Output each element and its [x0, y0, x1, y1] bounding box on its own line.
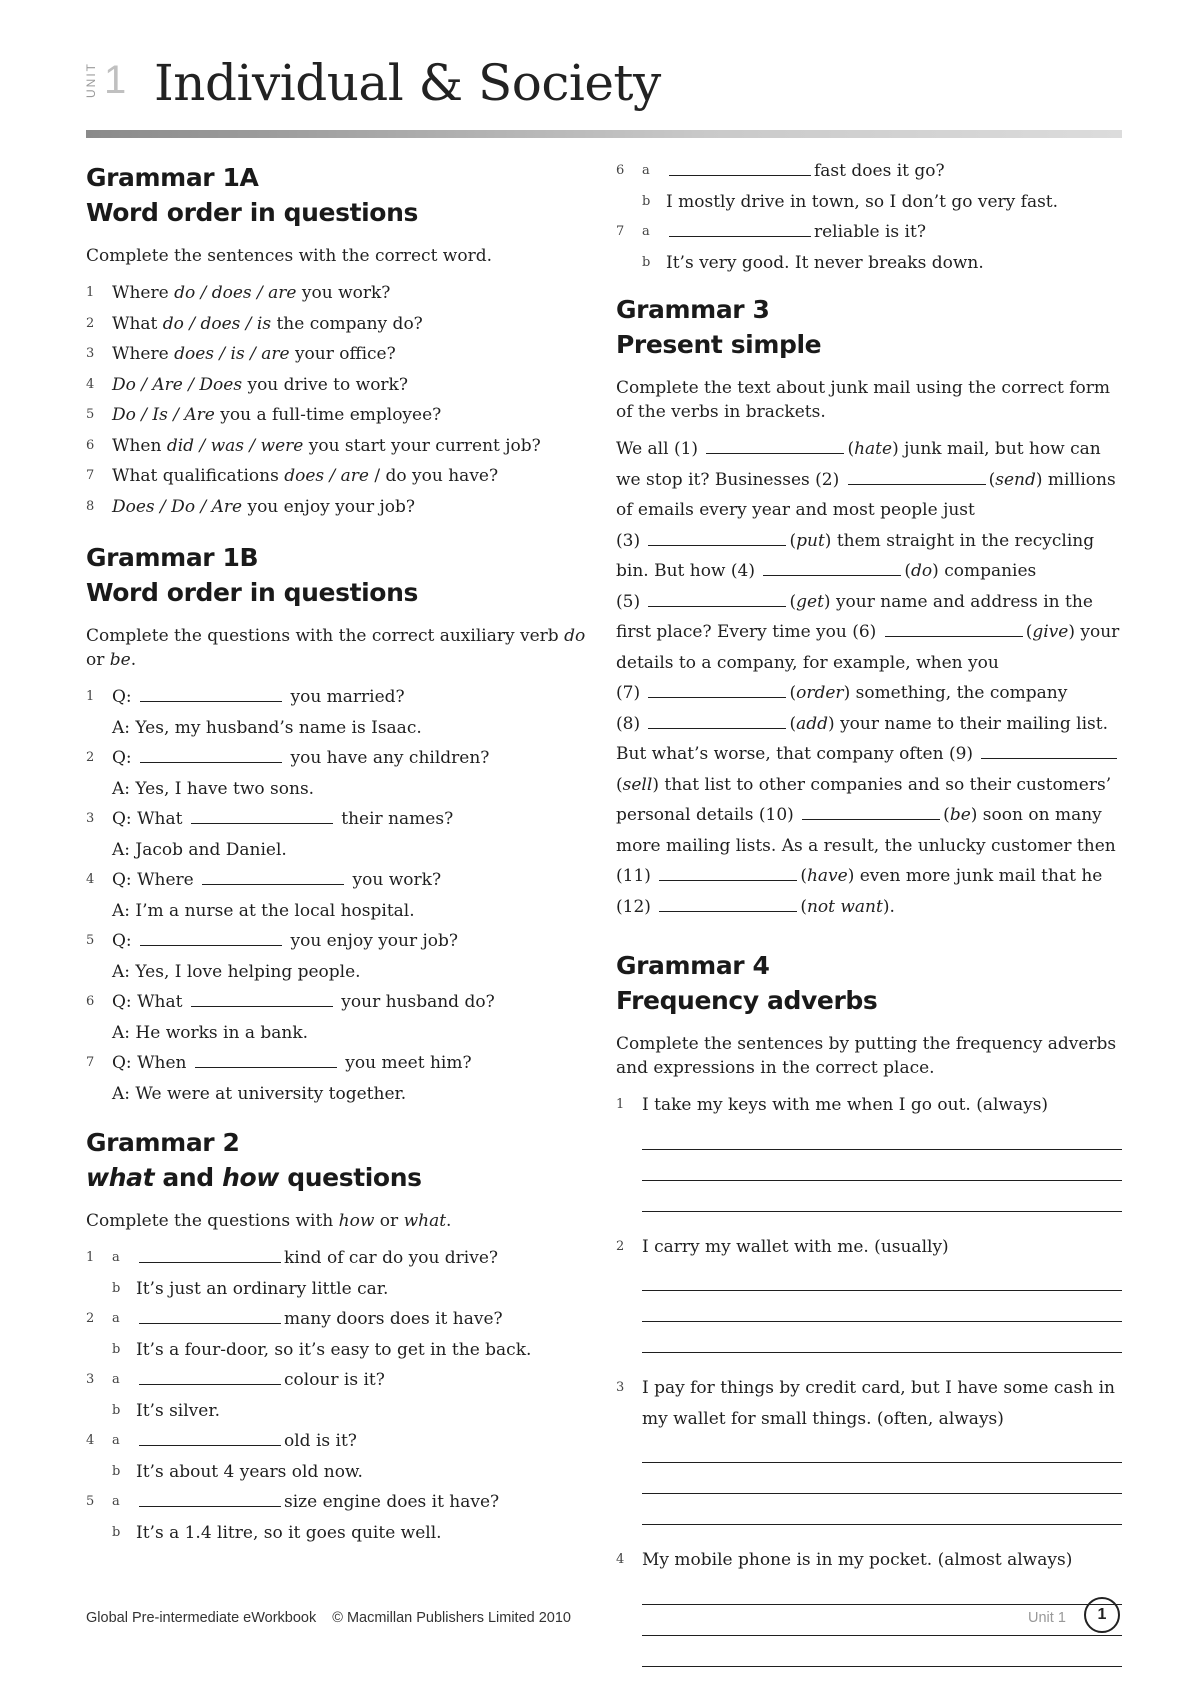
text-line: first place? Every time you (6) (give) your [616, 617, 1122, 648]
text-line [616, 648, 1122, 679]
unit-number: 1 [104, 58, 127, 102]
answer-text: It’s a 1.4 litre, so it goes quite well. [136, 1522, 442, 1543]
writing-line[interactable] [642, 1150, 1122, 1181]
item-number: 2 [86, 750, 95, 765]
answer-blank[interactable] [981, 741, 1117, 759]
question-item [86, 865, 586, 896]
answer-line [616, 248, 1122, 279]
answer-text: A: He works in a bank. [112, 1022, 309, 1043]
question-text: you drive to work? [242, 374, 408, 395]
answer-line [86, 1518, 586, 1549]
sentence-item [616, 1090, 1122, 1121]
answer-blank[interactable] [139, 1367, 281, 1385]
answer-text: It’s about 4 years old now. [136, 1461, 363, 1482]
item-number: 1 [86, 1250, 95, 1265]
question-text: you have any children? [285, 748, 490, 768]
paragraph-text: we stop it? Businesses (2) [616, 469, 845, 490]
text-line: we stop it? Businesses (2) (send) millions [616, 465, 1122, 496]
answer-line [86, 896, 586, 927]
item-number: 3 [86, 1372, 95, 1387]
answer-line [86, 1335, 586, 1366]
question-text: Q: [112, 931, 138, 951]
answer-blank[interactable] [140, 928, 282, 946]
footer-unit: Unit 1 [1028, 1610, 1066, 1626]
answer-text: It’s silver. [136, 1400, 221, 1421]
item-letter: b [112, 1524, 121, 1540]
question-item [616, 156, 1122, 187]
verb-hint: be [949, 805, 971, 825]
paragraph-text: But what’s worse, that company often (9) [616, 744, 979, 764]
question-text: fast does it go? [814, 161, 945, 181]
paragraph-text: your name to their mailing list. [834, 713, 1108, 734]
verb-hint: send [995, 469, 1036, 490]
writing-line[interactable] [642, 1494, 1122, 1525]
answer-blank[interactable] [195, 1050, 337, 1068]
writing-line[interactable] [642, 1260, 1122, 1291]
verb-hint: do [911, 561, 933, 581]
question-item [86, 743, 586, 774]
answer-line [86, 1274, 586, 1305]
answer-blank[interactable] [140, 745, 282, 763]
sentence-text: I take my keys with me when I go out. (always) [642, 1095, 1049, 1115]
verb-hint: have [806, 866, 848, 886]
sentence-text: I carry my wallet with me. (usually) [642, 1236, 949, 1257]
text-line: We all (1) (hate) junk mail, but how can [616, 434, 1122, 465]
answer-blank[interactable] [139, 1489, 281, 1507]
word-options[interactable]: does / is / are [174, 344, 290, 364]
answer-line [86, 713, 586, 744]
answer-blank[interactable] [202, 867, 344, 885]
sentence-text: My mobile phone is in my pocket. (almost always) [642, 1550, 1073, 1570]
answer-line [86, 1396, 586, 1427]
answer-line [86, 835, 586, 866]
text-line: (11) (have) even more junk mail that he [616, 861, 1122, 892]
item-number: 4 [616, 1552, 625, 1567]
item-number: 3 [86, 346, 95, 361]
page-title: Individual & Society [154, 54, 661, 112]
question-text: colour is it? [284, 1370, 385, 1390]
answer-line [86, 957, 586, 988]
paragraph-text: (12) [616, 896, 657, 917]
footer [86, 1610, 571, 1626]
question-text: your office? [289, 344, 396, 364]
item-number: 2 [86, 1311, 95, 1326]
answer-blank[interactable] [706, 436, 844, 454]
question-text: you start your current job? [303, 435, 541, 456]
item-number: 8 [86, 498, 95, 514]
answer-text: It’s very good. It never breaks down. [666, 252, 984, 273]
section-title-grammar-1a: Grammar 1A Word order in questions [86, 163, 418, 227]
paragraph-text: ). [882, 896, 895, 917]
answer-blank[interactable] [802, 802, 940, 820]
question-item [86, 309, 586, 340]
sentence-text: I pay for things by credit card, but I have some cash in my wallet for small things. (often, always) [642, 1378, 1116, 1429]
sentence-item [616, 1545, 1122, 1576]
answer-blank[interactable] [659, 894, 797, 912]
instruction: Complete the text about junk mail using the correct form of the verbs in brackets. [616, 378, 1111, 422]
paragraph-text: bin. But how (4) [616, 561, 761, 581]
answer-line [86, 1457, 586, 1488]
text-line: (7) (order) something, the company [616, 678, 1122, 709]
verb-hint: sell [622, 774, 653, 795]
answer-text: I mostly drive in town, so I don’t go very fast. [666, 191, 1059, 212]
item-number: 4 [86, 872, 95, 887]
item-letter: b [112, 1280, 121, 1296]
item-letter: b [112, 1463, 121, 1479]
question-item [86, 1304, 586, 1335]
item-number: 6 [86, 994, 95, 1009]
answer-blank[interactable] [139, 1306, 281, 1324]
text-line: (3) (put) them straight in the recycling [616, 526, 1122, 557]
paragraph-text: even more junk mail that he [854, 866, 1103, 886]
writing-line[interactable] [642, 1432, 1122, 1463]
paragraph-text: (7) [616, 683, 646, 703]
answer-blank[interactable] [191, 989, 333, 1007]
footer-book: Global Pre-intermediate eWorkbook [86, 1610, 317, 1626]
item-letter: a [642, 163, 650, 178]
item-number: 4 [86, 1433, 95, 1448]
unit-label: UNIT [84, 62, 98, 98]
question-item [86, 926, 586, 957]
paragraph-text: details to a company, for example, when you [616, 652, 999, 673]
text-line: bin. But how (4) (do) companies [616, 556, 1122, 587]
item-number: 5 [86, 1494, 95, 1509]
paragraph-text: soon on many [977, 805, 1102, 825]
item-number: 4 [86, 376, 95, 392]
answer-text: A: Yes, I love helping people. [112, 961, 361, 982]
item-number: 5 [86, 407, 95, 422]
answer-blank[interactable] [669, 219, 811, 237]
answer-blank[interactable] [139, 1245, 281, 1263]
verb-hint: give [1032, 622, 1069, 642]
question-text: Q: What [112, 809, 188, 829]
header-rule [86, 130, 1122, 138]
question-text: size engine does it have? [284, 1492, 500, 1512]
writing-line[interactable] [642, 1181, 1122, 1212]
item-number: 3 [86, 811, 95, 826]
paragraph-text: of emails every year and most people just [616, 500, 975, 520]
question-item [86, 492, 586, 523]
question-text: Where [112, 283, 175, 303]
question-item [86, 431, 586, 462]
answer-line [86, 1079, 586, 1110]
paragraph-text: personal details (10) [616, 805, 800, 825]
question-item [86, 339, 586, 370]
answer-line [86, 774, 586, 805]
grammar-1a-list [86, 278, 586, 522]
grammar-4-list [616, 1090, 1122, 1667]
question-item [86, 370, 586, 401]
paragraph-text: them straight in the recycling [831, 530, 1095, 551]
text-line: (8) (add) your name to their mailing list. [616, 709, 1122, 740]
question-item [616, 217, 1122, 248]
item-letter: a [112, 1494, 120, 1509]
verb-hint: add [796, 713, 829, 734]
answer-line [616, 187, 1122, 218]
text-line: personal details (10) (be) soon on many [616, 800, 1122, 831]
paragraph-text: companies [938, 561, 1037, 581]
answer-blank[interactable] [885, 619, 1023, 637]
left-column [86, 160, 586, 1548]
answer-text: A: Jacob and Daniel. [112, 839, 287, 860]
word-options[interactable]: Do / Is / Are [112, 405, 215, 425]
question-item [86, 1243, 586, 1274]
grammar-2-list [86, 1243, 586, 1548]
word-options[interactable]: do / does / is [162, 313, 272, 334]
question-item [86, 278, 586, 309]
answer-blank[interactable] [648, 711, 786, 729]
question-text: kind of car do you drive? [284, 1248, 499, 1268]
question-text: When [112, 435, 167, 456]
paragraph-text: more mailing lists. As a result, the unlucky customer then [616, 835, 1116, 856]
word-options[interactable]: did / was / were [166, 435, 304, 456]
question-text: their names? [335, 809, 454, 829]
page-number: 1 [1084, 1597, 1120, 1633]
question-text: you meet him? [339, 1053, 472, 1073]
text-line [616, 831, 1122, 862]
item-letter: a [112, 1372, 120, 1387]
word-options[interactable]: do / does / are [174, 283, 297, 303]
question-text: you work? [296, 283, 391, 303]
writing-line[interactable] [642, 1322, 1122, 1353]
writing-line[interactable] [642, 1119, 1122, 1150]
writing-line[interactable] [642, 1291, 1122, 1322]
item-number: 7 [616, 224, 625, 239]
question-text: Q: When [112, 1053, 192, 1073]
text-line: (5) (get) your name and address in the [616, 587, 1122, 618]
section-title-grammar-4: Grammar 4 Frequency adverbs [616, 951, 878, 1015]
grammar-1b-list [86, 682, 586, 1109]
word-options[interactable]: does / are [284, 466, 369, 486]
grammar-2-list-continued [616, 156, 1122, 278]
question-text: Where [112, 344, 175, 364]
writing-lines [616, 1260, 1122, 1353]
sentence-item [616, 1232, 1122, 1263]
answer-blank[interactable] [140, 684, 282, 702]
item-number: 3 [616, 1380, 625, 1395]
question-text: What [112, 313, 163, 334]
question-item [86, 804, 586, 835]
paragraph-text: first place? Every time you (6) [616, 622, 882, 642]
section-title-grammar-1b: Grammar 1B Word order in questions [86, 543, 418, 607]
verb-hint: hate [854, 439, 893, 459]
instruction: Complete the questions with the correct auxiliary verb do or be. [86, 626, 586, 670]
question-item [86, 1365, 586, 1396]
paragraph-text: (3) [616, 530, 646, 551]
question-text: you work? [347, 870, 442, 890]
question-text: Q: [112, 687, 138, 707]
item-number: 1 [86, 285, 95, 300]
right-column [616, 160, 1122, 1687]
paragraph-text: millions [1042, 469, 1116, 490]
question-item [86, 987, 586, 1018]
question-item [86, 682, 586, 713]
section-title-grammar-3: Grammar 3 Present simple [616, 295, 822, 359]
verb-hint: not want [806, 896, 883, 917]
item-letter: b [642, 254, 651, 270]
writing-lines [616, 1119, 1122, 1212]
answer-blank[interactable] [139, 1428, 281, 1446]
answer-text: A: I’m a nurse at the local hospital. [112, 900, 415, 921]
sentence-item [616, 1373, 1122, 1434]
paragraph-text: your [1074, 622, 1120, 642]
instruction: Complete the sentences by putting the frequency adverbs and expressions in the correct place. [616, 1034, 1117, 1078]
answer-line [86, 1018, 586, 1049]
item-letter: a [112, 1250, 120, 1265]
question-text: the company do? [271, 313, 423, 334]
word-options[interactable]: Do / Are / Does [112, 374, 243, 395]
paragraph-text: We all (1) [616, 439, 704, 459]
text-line [616, 739, 1122, 770]
question-text: Q: [112, 748, 138, 768]
instruction: Complete the questions with how or what. [86, 1211, 452, 1231]
answer-blank[interactable] [659, 863, 797, 881]
writing-line[interactable] [642, 1463, 1122, 1494]
item-number: 7 [86, 1055, 95, 1070]
word-options[interactable]: Does / Do / Are [112, 496, 243, 517]
answer-text: A: We were at university together. [112, 1083, 407, 1104]
answer-text: A: Yes, my husband’s name is Isaac. [112, 717, 422, 738]
item-letter: b [112, 1402, 121, 1418]
question-item [86, 1426, 586, 1457]
item-number: 2 [86, 315, 95, 331]
question-text: you enjoy your job? [242, 496, 416, 517]
writing-line[interactable] [642, 1636, 1122, 1667]
question-text: What qualifications [112, 466, 285, 486]
item-number: 7 [86, 468, 95, 483]
text-line: (12) (not want). [616, 892, 1122, 923]
answer-blank[interactable] [669, 158, 811, 176]
footer-copyright: © Macmillan Publishers Limited 2010 [332, 1610, 571, 1626]
verb-hint: put [796, 530, 825, 551]
question-text: Q: Where [112, 870, 200, 890]
text-line: (sell) that list to other companies and so their customers’ [616, 774, 1112, 795]
item-number: 1 [616, 1097, 625, 1112]
item-number: 5 [86, 933, 95, 948]
verb-hint: order [796, 683, 844, 703]
paragraph-text: (5) [616, 591, 646, 612]
answer-blank[interactable] [848, 467, 986, 485]
item-number: 1 [86, 689, 95, 704]
answer-text: It’s a four-door, so it’s easy to get in the back. [136, 1339, 532, 1360]
answer-blank[interactable] [191, 806, 333, 824]
answer-blank[interactable] [763, 558, 901, 576]
item-number: 2 [616, 1238, 625, 1254]
item-letter: b [642, 193, 651, 209]
writing-lines [616, 1432, 1122, 1525]
text-line [616, 495, 1122, 526]
item-letter: a [112, 1433, 120, 1448]
item-number: 6 [616, 163, 625, 178]
item-letter: a [112, 1311, 120, 1326]
question-item [86, 461, 586, 492]
paragraph-text: something, the company [850, 683, 1068, 703]
question-item [86, 1048, 586, 1079]
question-text: old is it? [284, 1431, 357, 1451]
junk-mail-text [616, 434, 1122, 922]
question-text: Q: What [112, 992, 188, 1012]
item-number: 6 [86, 437, 95, 453]
question-item [86, 1487, 586, 1518]
paragraph-text: junk mail, but how can [898, 439, 1101, 459]
paragraph-text: (8) [616, 713, 646, 734]
writing-line[interactable] [642, 1574, 1122, 1605]
question-text: you enjoy your job? [285, 931, 459, 951]
question-text: many doors does it have? [284, 1309, 503, 1329]
section-title-grammar-2: Grammar 2 what and how questions [86, 1128, 422, 1192]
paragraph-text: (11) [616, 866, 657, 886]
question-item [86, 400, 586, 431]
answer-text: It’s just an ordinary little car. [136, 1278, 389, 1299]
question-text: you married? [285, 687, 405, 707]
answer-blank[interactable] [648, 680, 786, 698]
answer-text: A: Yes, I have two sons. [112, 778, 315, 799]
question-text: your husband do? [335, 992, 495, 1012]
answer-blank[interactable] [648, 528, 786, 546]
answer-blank[interactable] [648, 589, 786, 607]
question-text: reliable is it? [814, 222, 926, 242]
item-letter: a [642, 224, 650, 239]
verb-hint: get [796, 591, 824, 612]
item-letter: b [112, 1341, 121, 1357]
question-text: / do you have? [368, 466, 499, 486]
instruction: Complete the sentences with the correct word. [86, 246, 493, 266]
paragraph-text: that list to other companies and so their customers’ [658, 774, 1112, 795]
question-text: you a full-time employee? [214, 405, 442, 425]
paragraph-text: your name and address in the [830, 591, 1093, 612]
